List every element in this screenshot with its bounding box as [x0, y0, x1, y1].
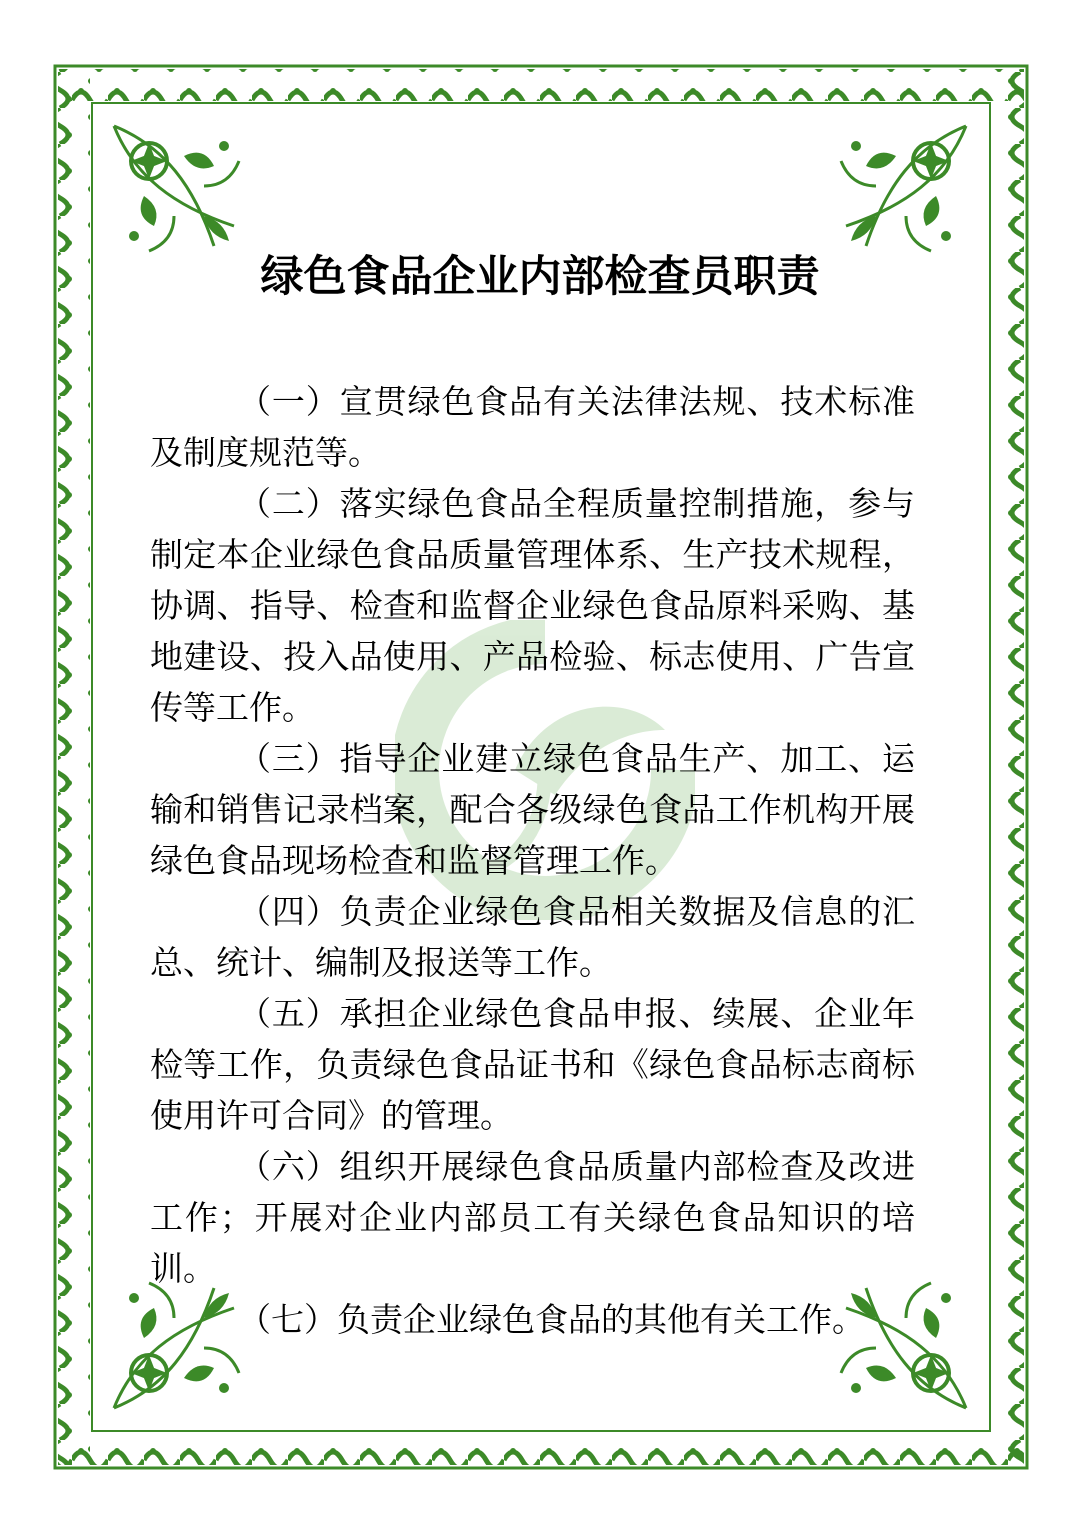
- paragraph-2: （二）落实绿色食品全程质量控制措施，参与制定本企业绿色食品质量管理体系、生产技术规程，协调、指导、检查和监督企业绿色食品原料采购、基地建设、投入品使用、产品检验、标志使用、广告宣传等工作。: [150, 484, 915, 727]
- paragraph-1: （一）宣贯绿色食品有关法律法规、技术标准及制度规范等。: [150, 382, 915, 472]
- paragraph-5: （五）承担企业绿色食品申报、续展、企业年检等工作，负责绿色食品证书和《绿色食品标志商标使用许可合同》的管理。: [150, 994, 915, 1135]
- paragraph-3: （三）指导企业建立绿色食品生产、加工、运输和销售记录档案，配合各级绿色食品工作机构开展绿色食品现场检查和监督管理工作。: [150, 739, 915, 880]
- paragraph-6: （六）组织开展绿色食品质量内部检查及改进工作；开展对企业内部员工有关绿色食品知识的培训。: [150, 1147, 915, 1288]
- paragraph-4: （四）负责企业绿色食品相关数据及信息的汇总、统计、编制及报送等工作。: [150, 892, 915, 982]
- document-title: 绿色食品企业内部检查员职责: [260, 252, 820, 302]
- document-body: [150, 376, 915, 1345]
- paragraph-7: （七）负责企业绿色食品的其他有关工作。: [238, 1300, 865, 1339]
